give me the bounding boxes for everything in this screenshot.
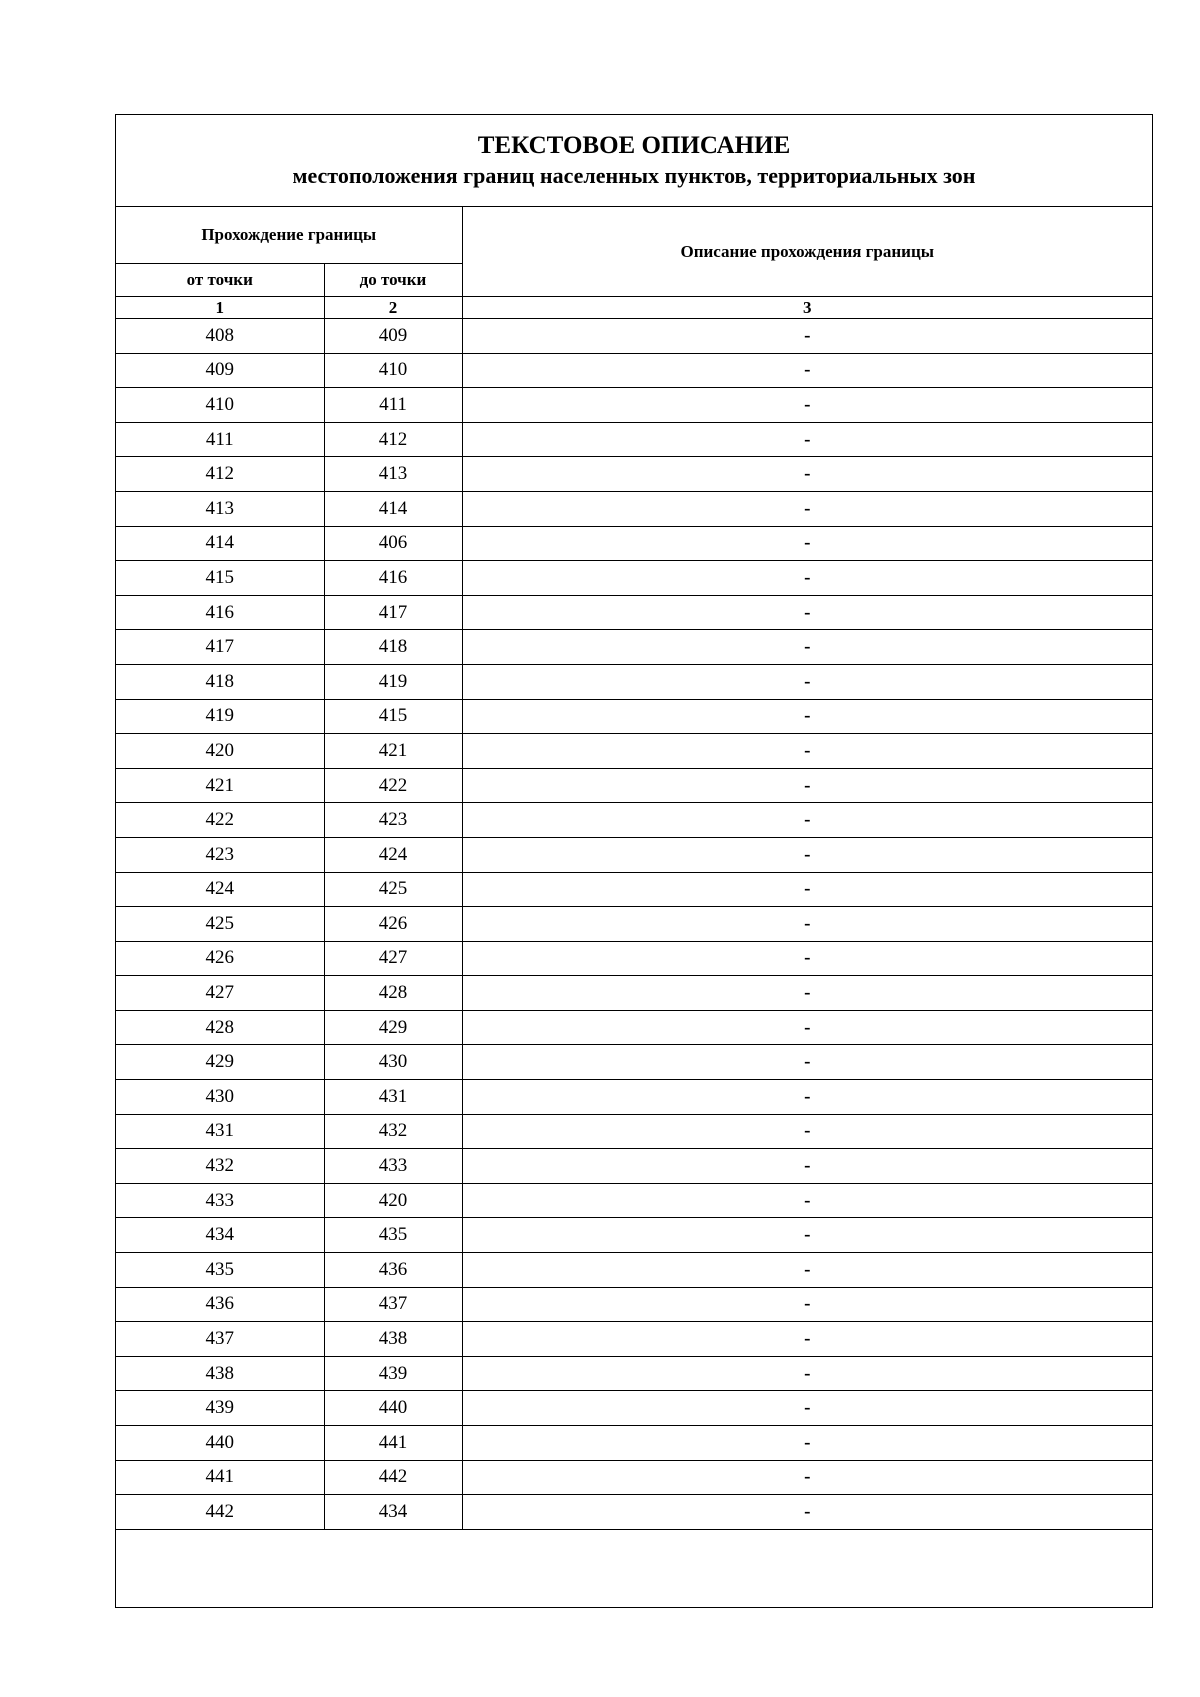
description-cell: - <box>462 388 1152 423</box>
from-point-cell: 428 <box>116 1010 324 1045</box>
to-point-cell: 420 <box>324 1183 462 1218</box>
table-row <box>116 1218 1152 1253</box>
description-cell: - <box>462 976 1152 1011</box>
from-point-cell: 439 <box>116 1391 324 1426</box>
description-cell: - <box>462 699 1152 734</box>
to-point-cell: 413 <box>324 457 462 492</box>
table-row <box>116 1322 1152 1357</box>
from-point-cell: 424 <box>116 872 324 907</box>
table-row <box>116 319 1152 354</box>
table-row <box>116 1391 1152 1426</box>
table-row <box>116 837 1152 872</box>
from-point-cell: 423 <box>116 837 324 872</box>
to-point-cell: 440 <box>324 1391 462 1426</box>
table-row <box>116 699 1152 734</box>
description-cell: - <box>462 1010 1152 1045</box>
table-row <box>116 595 1152 630</box>
from-point-cell: 412 <box>116 457 324 492</box>
column-number-2: 2 <box>324 297 462 319</box>
table-row <box>116 1426 1152 1461</box>
table-row <box>116 630 1152 665</box>
description-cell: - <box>462 664 1152 699</box>
table-row <box>116 664 1152 699</box>
description-cell: - <box>462 319 1152 354</box>
from-point-cell: 432 <box>116 1149 324 1184</box>
to-point-cell: 431 <box>324 1080 462 1115</box>
table-row <box>116 1114 1152 1149</box>
description-cell: - <box>462 1287 1152 1322</box>
table-row <box>116 388 1152 423</box>
table-row <box>116 976 1152 1011</box>
header-passage: Прохождение границы <box>116 207 462 264</box>
description-cell: - <box>462 353 1152 388</box>
boundary-table <box>116 207 1152 1530</box>
to-point-cell: 414 <box>324 491 462 526</box>
table-row <box>116 768 1152 803</box>
table-row <box>116 803 1152 838</box>
to-point-cell: 426 <box>324 907 462 942</box>
to-point-cell: 434 <box>324 1495 462 1530</box>
description-cell: - <box>462 457 1152 492</box>
to-point-cell: 436 <box>324 1253 462 1288</box>
description-cell: - <box>462 837 1152 872</box>
to-point-cell: 417 <box>324 595 462 630</box>
to-point-cell: 425 <box>324 872 462 907</box>
title-block <box>116 115 1152 207</box>
from-point-cell: 416 <box>116 595 324 630</box>
description-cell: - <box>462 734 1152 769</box>
description-cell: - <box>462 1391 1152 1426</box>
from-point-cell: 438 <box>116 1356 324 1391</box>
table-row <box>116 457 1152 492</box>
from-point-cell: 441 <box>116 1460 324 1495</box>
table-row <box>116 872 1152 907</box>
description-cell: - <box>462 422 1152 457</box>
from-point-cell: 426 <box>116 941 324 976</box>
from-point-cell: 440 <box>116 1426 324 1461</box>
table-row <box>116 526 1152 561</box>
header-from-point: от точки <box>116 264 324 297</box>
table-row <box>116 1356 1152 1391</box>
table-row <box>116 907 1152 942</box>
to-point-cell: 428 <box>324 976 462 1011</box>
to-point-cell: 410 <box>324 353 462 388</box>
to-point-cell: 439 <box>324 1356 462 1391</box>
description-cell: - <box>462 803 1152 838</box>
to-point-cell: 437 <box>324 1287 462 1322</box>
description-cell: - <box>462 907 1152 942</box>
description-cell: - <box>462 1253 1152 1288</box>
from-point-cell: 410 <box>116 388 324 423</box>
to-point-cell: 429 <box>324 1010 462 1045</box>
description-cell: - <box>462 595 1152 630</box>
from-point-cell: 429 <box>116 1045 324 1080</box>
from-point-cell: 425 <box>116 907 324 942</box>
from-point-cell: 408 <box>116 319 324 354</box>
from-point-cell: 427 <box>116 976 324 1011</box>
table-row <box>116 1080 1152 1115</box>
from-point-cell: 419 <box>116 699 324 734</box>
to-point-cell: 416 <box>324 561 462 596</box>
from-point-cell: 431 <box>116 1114 324 1149</box>
table-row <box>116 353 1152 388</box>
column-number-1: 1 <box>116 297 324 319</box>
document-title: ТЕКСТОВОЕ ОПИСАНИЕ <box>477 132 791 159</box>
to-point-cell: 432 <box>324 1114 462 1149</box>
from-point-cell: 422 <box>116 803 324 838</box>
from-point-cell: 418 <box>116 664 324 699</box>
document-frame <box>115 114 1153 1608</box>
to-point-cell: 430 <box>324 1045 462 1080</box>
to-point-cell: 411 <box>324 388 462 423</box>
document-subtitle: местоположения границ населенных пунктов, территориальных зон <box>292 163 976 188</box>
to-point-cell: 427 <box>324 941 462 976</box>
table-row <box>116 1045 1152 1080</box>
description-cell: - <box>462 1356 1152 1391</box>
from-point-cell: 433 <box>116 1183 324 1218</box>
table-row <box>116 734 1152 769</box>
to-point-cell: 435 <box>324 1218 462 1253</box>
from-point-cell: 411 <box>116 422 324 457</box>
description-cell: - <box>462 1045 1152 1080</box>
to-point-cell: 433 <box>324 1149 462 1184</box>
description-cell: - <box>462 872 1152 907</box>
to-point-cell: 422 <box>324 768 462 803</box>
from-point-cell: 420 <box>116 734 324 769</box>
description-cell: - <box>462 1460 1152 1495</box>
table-row <box>116 941 1152 976</box>
from-point-cell: 437 <box>116 1322 324 1357</box>
table-row <box>116 1460 1152 1495</box>
description-cell: - <box>462 1183 1152 1218</box>
to-point-cell: 424 <box>324 837 462 872</box>
to-point-cell: 419 <box>324 664 462 699</box>
table-row <box>116 422 1152 457</box>
table-row <box>116 561 1152 596</box>
from-point-cell: 434 <box>116 1218 324 1253</box>
to-point-cell: 441 <box>324 1426 462 1461</box>
from-point-cell: 414 <box>116 526 324 561</box>
description-cell: - <box>462 1426 1152 1461</box>
table-body <box>116 319 1152 1530</box>
to-point-cell: 442 <box>324 1460 462 1495</box>
to-point-cell: 421 <box>324 734 462 769</box>
description-cell: - <box>462 526 1152 561</box>
from-point-cell: 442 <box>116 1495 324 1530</box>
from-point-cell: 413 <box>116 491 324 526</box>
table-row <box>116 1495 1152 1530</box>
to-point-cell: 438 <box>324 1322 462 1357</box>
description-cell: - <box>462 941 1152 976</box>
description-cell: - <box>462 1322 1152 1357</box>
from-point-cell: 436 <box>116 1287 324 1322</box>
description-cell: - <box>462 630 1152 665</box>
from-point-cell: 409 <box>116 353 324 388</box>
to-point-cell: 415 <box>324 699 462 734</box>
to-point-cell: 423 <box>324 803 462 838</box>
to-point-cell: 409 <box>324 319 462 354</box>
from-point-cell: 421 <box>116 768 324 803</box>
header-to-point: до точки <box>324 264 462 297</box>
table-row <box>116 1183 1152 1218</box>
from-point-cell: 435 <box>116 1253 324 1288</box>
description-cell: - <box>462 1495 1152 1530</box>
description-cell: - <box>462 1080 1152 1115</box>
description-cell: - <box>462 768 1152 803</box>
header-description: Описание прохождения границы <box>462 207 1152 297</box>
from-point-cell: 430 <box>116 1080 324 1115</box>
table-row <box>116 491 1152 526</box>
table-row <box>116 1253 1152 1288</box>
description-cell: - <box>462 1114 1152 1149</box>
description-cell: - <box>462 561 1152 596</box>
description-cell: - <box>462 1149 1152 1184</box>
table-row <box>116 1287 1152 1322</box>
column-number-3: 3 <box>462 297 1152 319</box>
table-row <box>116 1010 1152 1045</box>
description-cell: - <box>462 491 1152 526</box>
from-point-cell: 417 <box>116 630 324 665</box>
to-point-cell: 406 <box>324 526 462 561</box>
description-cell: - <box>462 1218 1152 1253</box>
from-point-cell: 415 <box>116 561 324 596</box>
to-point-cell: 412 <box>324 422 462 457</box>
table-row <box>116 1149 1152 1184</box>
to-point-cell: 418 <box>324 630 462 665</box>
